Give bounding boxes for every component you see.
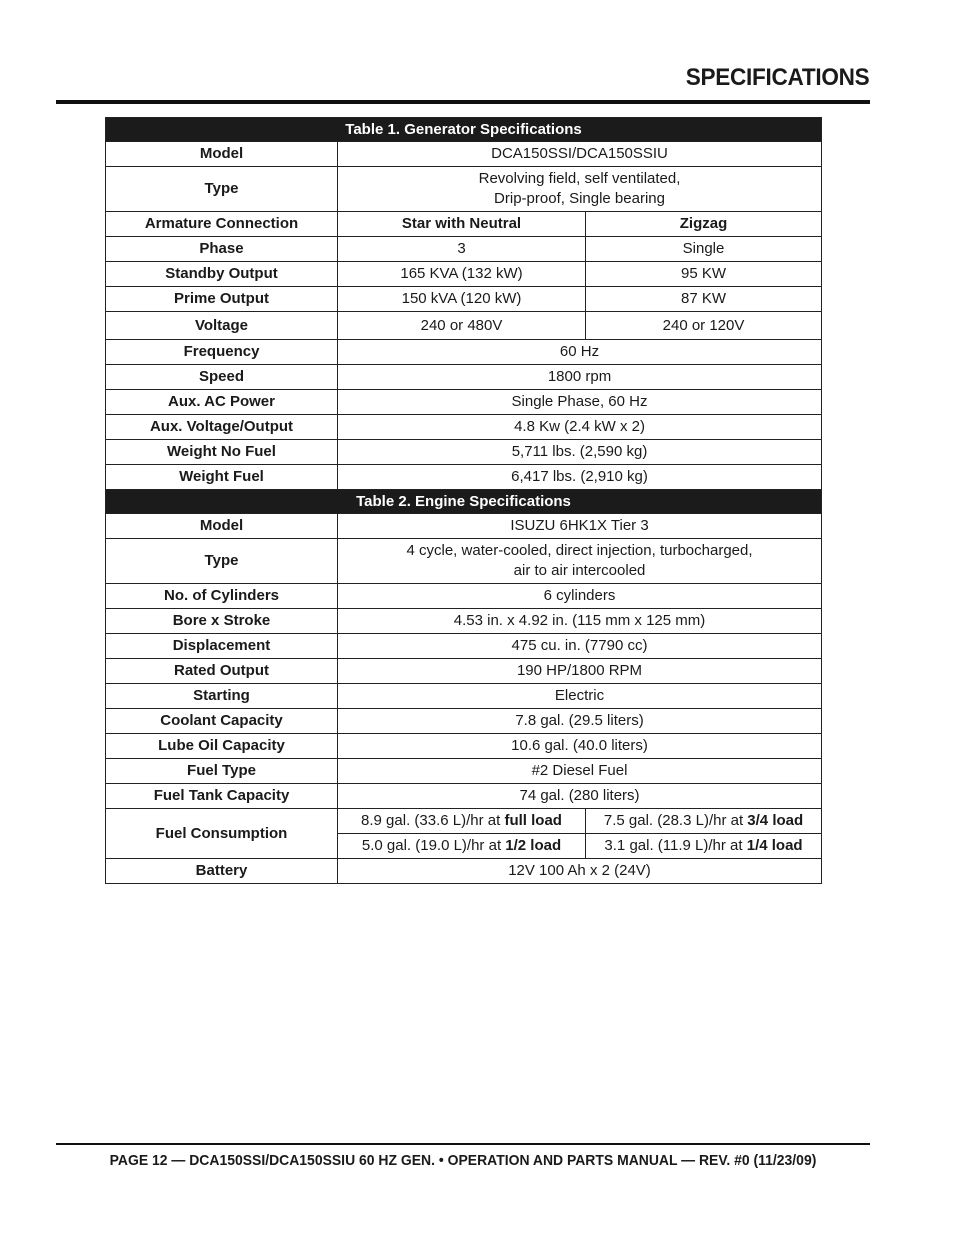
table-row xyxy=(106,684,822,709)
spec-value: 6,417 lbs. (2,910 kg) xyxy=(338,465,822,490)
spec-label: Model xyxy=(106,514,338,539)
table-row xyxy=(106,709,822,734)
spec-label: Lube Oil Capacity xyxy=(106,734,338,759)
spec-value: Single xyxy=(586,237,822,262)
table-row xyxy=(106,514,822,539)
page-title: SPECIFICATIONS xyxy=(685,64,869,91)
spec-value: Single Phase, 60 Hz xyxy=(338,390,822,415)
spec-value: 12V 100 Ah x 2 (24V) xyxy=(338,859,822,884)
spec-label: Type xyxy=(106,539,338,584)
spec-value xyxy=(586,809,822,834)
table-row xyxy=(106,659,822,684)
table-row xyxy=(106,584,822,609)
fuel-load: full load xyxy=(504,812,562,829)
table-row xyxy=(106,237,822,262)
spec-value-line: Revolving field, self ventilated, xyxy=(478,170,681,187)
table-row xyxy=(106,859,822,884)
column-header: Star with Neutral xyxy=(338,212,586,237)
bottom-rule xyxy=(56,1143,870,1145)
spec-value: 150 kVA (120 kW) xyxy=(338,287,586,312)
spec-value xyxy=(338,167,822,212)
spec-label: Voltage xyxy=(106,312,338,340)
spec-value: 165 KVA (132 kW) xyxy=(338,262,586,287)
fuel-rate: 7.5 gal. (28.3 L)/hr at xyxy=(603,812,744,829)
spec-value: 74 gal. (280 liters) xyxy=(338,784,822,809)
spec-label: No. of Cylinders xyxy=(106,584,338,609)
spec-label: Speed xyxy=(106,365,338,390)
table-row xyxy=(106,287,822,312)
spec-label: Fuel Type xyxy=(106,759,338,784)
table-row xyxy=(106,539,822,584)
spec-value xyxy=(338,539,822,584)
spec-value: ISUZU 6HK1X Tier 3 xyxy=(338,514,822,539)
table-row xyxy=(106,415,822,440)
spec-label: Prime Output xyxy=(106,287,338,312)
spec-label: Phase xyxy=(106,237,338,262)
fuel-load: 1/4 load xyxy=(746,837,803,854)
fuel-load: 3/4 load xyxy=(747,812,804,829)
table-row xyxy=(106,634,822,659)
spec-value: 240 or 480V xyxy=(338,312,586,340)
fuel-rate: 8.9 gal. (33.6 L)/hr at xyxy=(361,812,501,829)
spec-value: 190 HP/1800 RPM xyxy=(338,659,822,684)
table-row xyxy=(106,440,822,465)
spec-value: 3 xyxy=(338,237,586,262)
spec-value: 475 cu. in. (7790 cc) xyxy=(338,634,822,659)
table-row xyxy=(106,734,822,759)
table-row xyxy=(106,312,822,340)
spec-value: #2 Diesel Fuel xyxy=(338,759,822,784)
top-rule xyxy=(56,100,870,104)
spec-label: Weight Fuel xyxy=(106,465,338,490)
spec-label: Model xyxy=(106,142,338,167)
spec-value: 60 Hz xyxy=(338,340,822,365)
spec-value: 5,711 lbs. (2,590 kg) xyxy=(338,440,822,465)
page-footer: PAGE 12 — DCA150SSI/DCA150SSIU 60 HZ GEN. • OPERATION AND PARTS MANUAL — REV. #0 (11/23/09) xyxy=(109,1152,817,1169)
table-row xyxy=(106,609,822,634)
spec-label: Displacement xyxy=(106,634,338,659)
table-row xyxy=(106,784,822,809)
fuel-rate: 3.1 gal. (11.9 L)/hr at xyxy=(604,837,743,854)
spec-label: Weight No Fuel xyxy=(106,440,338,465)
spec-label: Frequency xyxy=(106,340,338,365)
spec-label: Standby Output xyxy=(106,262,338,287)
spec-value-line: Drip-proof, Single bearing xyxy=(494,190,665,207)
spec-label: Bore x Stroke xyxy=(106,609,338,634)
table1-title-row xyxy=(106,118,822,142)
spec-value: 95 KW xyxy=(586,262,822,287)
spec-label: Aux. AC Power xyxy=(106,390,338,415)
spec-label: Type xyxy=(106,167,338,212)
spec-label: Starting xyxy=(106,684,338,709)
spec-value: 4.8 Kw (2.4 kW x 2) xyxy=(338,415,822,440)
spec-value: 87 KW xyxy=(586,287,822,312)
table-row xyxy=(106,759,822,784)
spec-value xyxy=(338,834,586,859)
spec-value: 7.8 gal. (29.5 liters) xyxy=(338,709,822,734)
fuel-rate: 5.0 gal. (19.0 L)/hr at xyxy=(361,837,502,854)
spec-value: 10.6 gal. (40.0 liters) xyxy=(338,734,822,759)
table-row xyxy=(106,142,822,167)
spec-value-line: air to air intercooled xyxy=(513,562,646,579)
table-row xyxy=(106,340,822,365)
table2-title-row xyxy=(106,490,822,514)
spec-label: Battery xyxy=(106,859,338,884)
spec-value-line: 4 cycle, water-cooled, direct injection, turbocharged, xyxy=(406,542,753,559)
spec-label: Fuel Consumption xyxy=(106,809,338,859)
table-row xyxy=(106,809,822,834)
table-row xyxy=(106,465,822,490)
table2-title: Table 2. Engine Specifications xyxy=(106,490,822,514)
spec-value: 1800 rpm xyxy=(338,365,822,390)
spec-label: Rated Output xyxy=(106,659,338,684)
spec-value xyxy=(586,834,822,859)
spec-label: Armature Connection xyxy=(106,212,338,237)
column-header: Zigzag xyxy=(586,212,822,237)
table-row xyxy=(106,212,822,237)
fuel-load: 1/2 load xyxy=(505,837,562,854)
table-row xyxy=(106,365,822,390)
spec-label: Coolant Capacity xyxy=(106,709,338,734)
table-row xyxy=(106,262,822,287)
spec-value: DCA150SSI/DCA150SSIU xyxy=(338,142,822,167)
spec-value xyxy=(338,809,586,834)
spec-label: Aux. Voltage/Output xyxy=(106,415,338,440)
table1-title: Table 1. Generator Specifications xyxy=(106,118,822,142)
spec-value: Electric xyxy=(338,684,822,709)
table-row xyxy=(106,390,822,415)
spec-value: 240 or 120V xyxy=(586,312,822,340)
spec-value: 4.53 in. x 4.92 in. (115 mm x 125 mm) xyxy=(338,609,822,634)
specifications-table xyxy=(105,117,822,884)
spec-label: Fuel Tank Capacity xyxy=(106,784,338,809)
spec-value: 6 cylinders xyxy=(338,584,822,609)
table-row xyxy=(106,167,822,212)
